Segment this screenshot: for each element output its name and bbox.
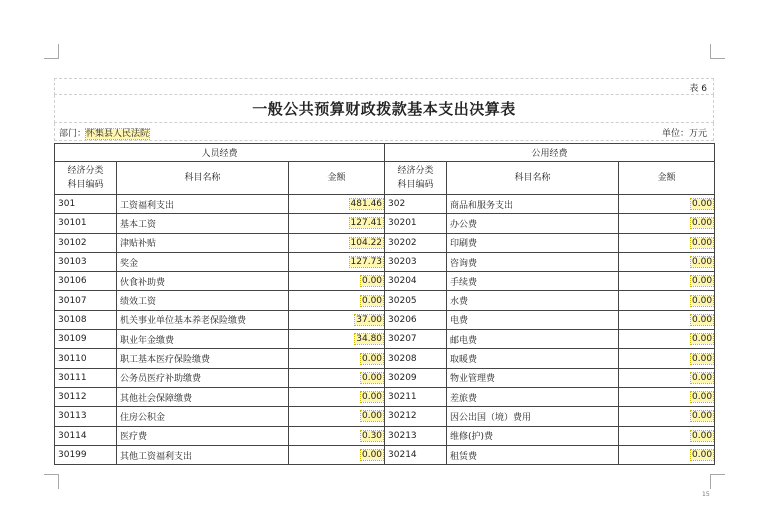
amount-field[interactable]: 0.00 [692, 218, 713, 229]
left-amount-cell [289, 387, 385, 406]
amount-field[interactable]: 104.22 [350, 237, 383, 248]
table-row [55, 387, 715, 406]
unit-label: 单位：万元 [661, 129, 707, 139]
amount-field[interactable]: 0.00 [692, 372, 713, 383]
left-amount-cell [289, 252, 385, 271]
left-amount-cell [289, 272, 385, 291]
left-amount-cell [289, 233, 385, 252]
left-amount-cell [289, 349, 385, 368]
amount-field[interactable]: 0.00 [692, 276, 713, 287]
left-name-cell: 基本工资 [117, 214, 289, 233]
name-header: 科目名称 [117, 162, 289, 195]
right-name-cell: 因公出国（境）费用 [447, 407, 619, 426]
left-code-cell: 30101 [55, 214, 117, 233]
right-code-cell: 30212 [385, 407, 447, 426]
name-header: 科目名称 [447, 162, 619, 195]
right-code-cell: 30207 [385, 330, 447, 349]
right-amount-cell [619, 291, 715, 310]
table-row [55, 272, 715, 291]
table-row [55, 426, 715, 445]
right-amount-cell [619, 214, 715, 233]
table-tag-row [54, 78, 714, 95]
left-code-cell: 30106 [55, 272, 117, 291]
crop-mark-top-right [710, 44, 725, 59]
amount-field[interactable]: 0.00 [361, 392, 383, 403]
info-row [54, 123, 714, 141]
left-code-cell: 30109 [55, 330, 117, 349]
amount-field[interactable]: 0.00 [692, 257, 713, 268]
crop-mark-bottom-right [710, 474, 725, 489]
amount-field[interactable]: 481.46 [350, 199, 383, 210]
left-name-cell: 其他工资福利支出 [117, 445, 289, 464]
right-name-cell: 物业管理费 [447, 368, 619, 387]
right-amount-cell [619, 407, 715, 426]
right-amount-cell [619, 368, 715, 387]
right-name-cell: 咨询费 [447, 252, 619, 271]
table-row [55, 233, 715, 252]
amount-field[interactable]: 0.00 [361, 372, 383, 383]
department-info [59, 126, 149, 139]
left-code-cell: 301 [55, 195, 117, 214]
left-name-cell: 津贴补贴 [117, 233, 289, 252]
left-amount-cell [289, 214, 385, 233]
department-label: 部门： [59, 129, 87, 139]
amount-field[interactable]: 0.00 [361, 276, 383, 287]
right-name-cell: 取暖费 [447, 349, 619, 368]
left-code-cell: 30110 [55, 349, 117, 368]
left-amount-cell [289, 291, 385, 310]
amount-field[interactable]: 127.41 [350, 218, 383, 229]
table-row [55, 445, 715, 464]
left-name-cell: 伙食补助费 [117, 272, 289, 291]
left-name-cell: 公务员医疗补助缴费 [117, 368, 289, 387]
amount-field[interactable]: 34.80 [356, 334, 383, 345]
column-header-row [55, 162, 715, 195]
left-code-cell: 30113 [55, 407, 117, 426]
left-amount-cell [289, 426, 385, 445]
left-amount-cell [289, 368, 385, 387]
left-code-cell: 30102 [55, 233, 117, 252]
left-code-cell: 30103 [55, 252, 117, 271]
amount-field[interactable]: 0.00 [692, 314, 713, 325]
table-row [55, 252, 715, 271]
right-name-cell: 商品和服务支出 [447, 195, 619, 214]
right-amount-cell [619, 252, 715, 271]
public-group-header: 公用经费 [385, 144, 715, 162]
table-row [55, 214, 715, 233]
left-code-cell: 30111 [55, 368, 117, 387]
left-amount-cell [289, 445, 385, 464]
department-name[interactable]: 怀集县人民法院 [86, 129, 150, 139]
right-code-cell: 30214 [385, 445, 447, 464]
right-code-cell: 30211 [385, 387, 447, 406]
right-code-cell: 30201 [385, 214, 447, 233]
left-code-cell: 30199 [55, 445, 117, 464]
right-code-cell: 30213 [385, 426, 447, 445]
table-row [55, 195, 715, 214]
left-name-cell: 职工基本医疗保险缴费 [117, 349, 289, 368]
right-amount-cell [619, 445, 715, 464]
left-name-cell: 工资福利支出 [117, 195, 289, 214]
right-amount-cell [619, 195, 715, 214]
table-row [55, 368, 715, 387]
right-name-cell: 印刷费 [447, 233, 619, 252]
amount-field[interactable]: 127.73 [350, 257, 383, 268]
amount-field[interactable]: 0.30 [361, 430, 383, 441]
table-row [55, 330, 715, 349]
amount-field[interactable]: 0.00 [692, 450, 713, 460]
report-sheet [54, 78, 714, 465]
right-name-cell: 维修(护)费 [447, 426, 619, 445]
left-name-cell: 职业年金缴费 [117, 330, 289, 349]
table-row [55, 310, 715, 329]
econ-code-header: 经济分类 科目编码 [55, 162, 117, 195]
left-amount-cell [289, 310, 385, 329]
right-code-cell: 30209 [385, 368, 447, 387]
left-name-cell: 其他社会保障缴费 [117, 387, 289, 406]
left-name-cell: 奖金 [117, 252, 289, 271]
left-code-cell: 30114 [55, 426, 117, 445]
left-code-cell: 30108 [55, 310, 117, 329]
right-amount-cell [619, 272, 715, 291]
amount-field[interactable]: 0.00 [361, 450, 383, 460]
right-amount-cell [619, 349, 715, 368]
right-name-cell: 租赁费 [447, 445, 619, 464]
crop-mark-bottom-left [44, 474, 59, 489]
left-amount-cell [289, 195, 385, 214]
right-amount-cell [619, 426, 715, 445]
left-code-cell: 30107 [55, 291, 117, 310]
econ-code-header: 经济分类 科目编码 [385, 162, 447, 195]
right-name-cell: 办公费 [447, 214, 619, 233]
title-row [54, 95, 714, 123]
amount-field[interactable]: 0.00 [692, 295, 713, 306]
amount-field[interactable]: 0.00 [692, 430, 713, 441]
amount-header: 金额 [289, 162, 385, 195]
amount-field[interactable]: 0.00 [692, 392, 713, 403]
amount-field[interactable]: 0.00 [692, 334, 713, 345]
right-amount-cell [619, 330, 715, 349]
table-row [55, 349, 715, 368]
report-title: 一般公共预算财政拨款基本支出决算表 [252, 100, 516, 118]
left-name-cell: 绩效工资 [117, 291, 289, 310]
amount-field[interactable]: 0.00 [692, 411, 713, 422]
group-header-row [55, 144, 715, 162]
right-name-cell: 手续费 [447, 272, 619, 291]
table-tag: 表 6 [689, 84, 707, 94]
right-amount-cell [619, 233, 715, 252]
right-code-cell: 30205 [385, 291, 447, 310]
right-code-cell: 30202 [385, 233, 447, 252]
crop-mark-top-left [44, 44, 59, 59]
right-code-cell: 30203 [385, 252, 447, 271]
expenditure-table [54, 143, 715, 465]
table-row [55, 291, 715, 310]
right-code-cell: 30204 [385, 272, 447, 291]
personnel-group-header: 人员经费 [55, 144, 385, 162]
amount-field[interactable]: 0.00 [692, 353, 713, 364]
left-name-cell: 住房公积金 [117, 407, 289, 426]
right-name-cell: 电费 [447, 310, 619, 329]
amount-header: 金额 [619, 162, 715, 195]
left-amount-cell [289, 330, 385, 349]
table-row [55, 407, 715, 426]
left-name-cell: 机关事业单位基本养老保险缴费 [117, 310, 289, 329]
right-code-cell: 302 [385, 195, 447, 214]
right-name-cell: 邮电费 [447, 330, 619, 349]
right-code-cell: 30208 [385, 349, 447, 368]
right-code-cell: 30206 [385, 310, 447, 329]
amount-field[interactable]: 0.00 [692, 199, 713, 210]
amount-field[interactable]: 37.00 [356, 314, 383, 325]
left-name-cell: 医疗费 [117, 426, 289, 445]
amount-field[interactable]: 0.00 [361, 295, 383, 306]
amount-field[interactable]: 0.00 [361, 353, 383, 364]
amount-field[interactable]: 0.00 [692, 237, 713, 248]
page-number: 15 [702, 491, 710, 498]
right-amount-cell [619, 310, 715, 329]
right-name-cell: 差旅费 [447, 387, 619, 406]
right-amount-cell [619, 387, 715, 406]
left-amount-cell [289, 407, 385, 426]
left-code-cell: 30112 [55, 387, 117, 406]
right-name-cell: 水费 [447, 291, 619, 310]
amount-field[interactable]: 0.00 [361, 411, 383, 422]
